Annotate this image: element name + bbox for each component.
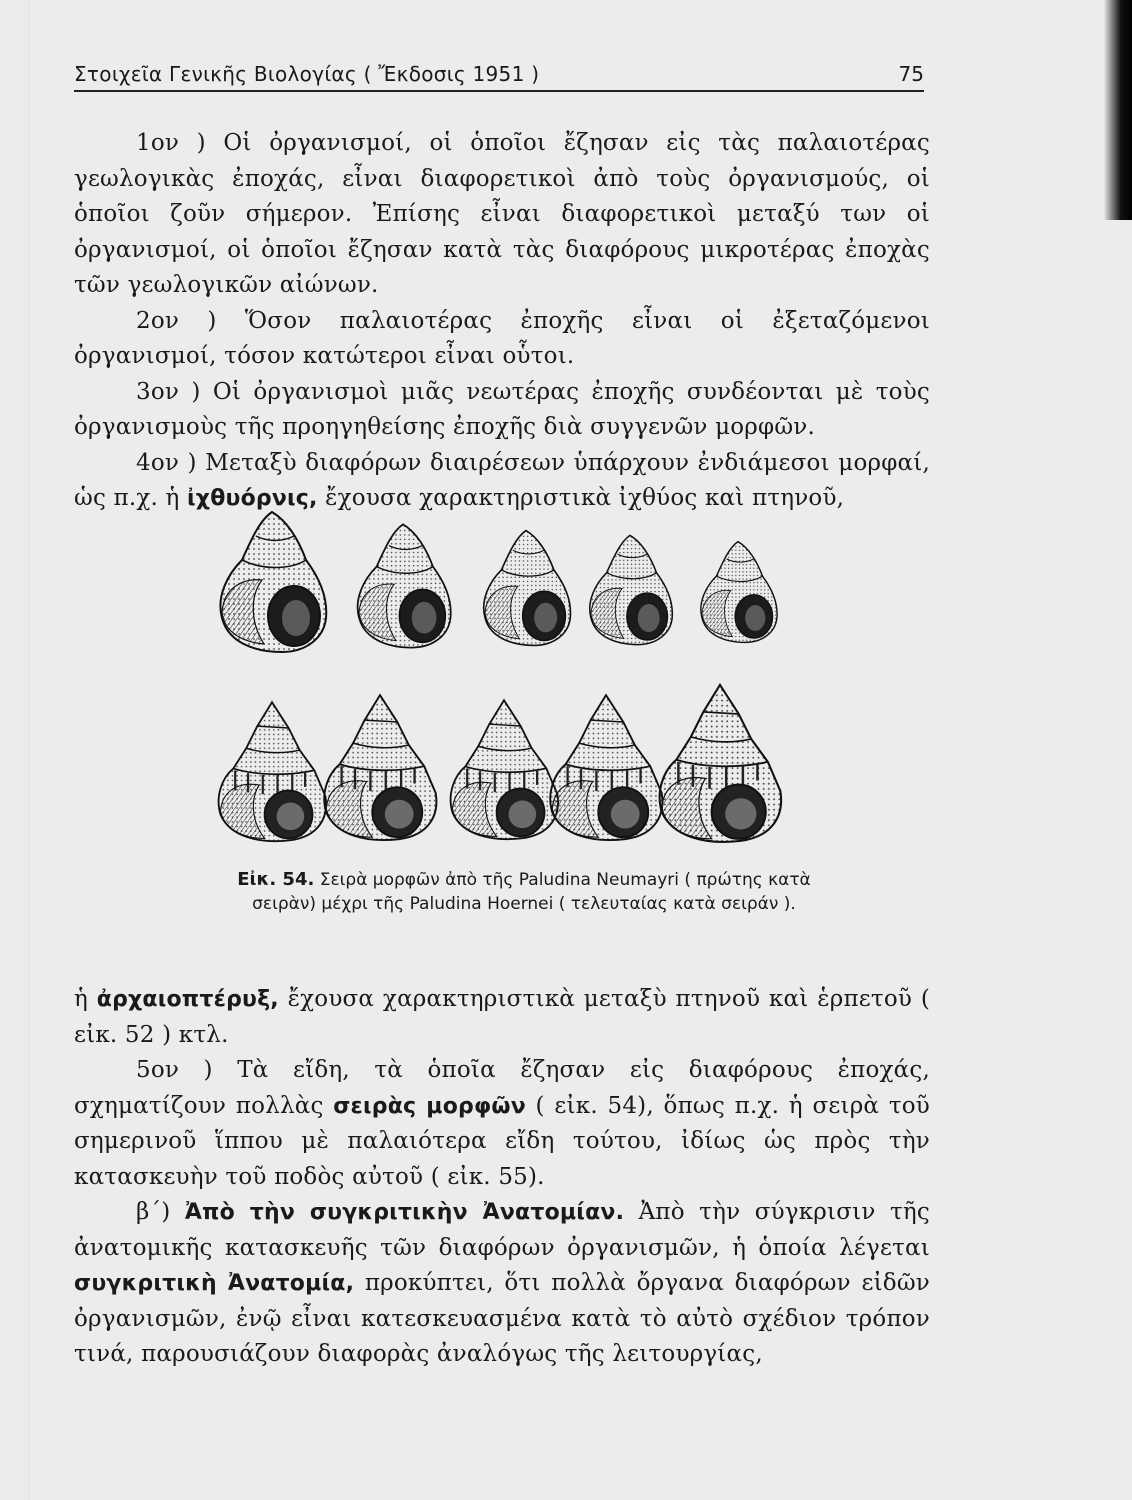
running-title: Στοιχεῖα Γενικῆς Βιολογίας ( Ἔκδοσις 1951 ): [74, 62, 540, 86]
paragraph-3: 3ον ) Οἱ ὀργανισμοὶ μιᾶς νεωτέρας ἐποχῆς συνδέονται μὲ τοὺς ὀργανισμοὺς τῆς προηγηθείσης ἐποχῆς διὰ συγγενῶν μορφῶν.: [74, 378, 930, 440]
shell-smooth-2: [358, 524, 451, 647]
paragraph-1: 1ον ) Οἱ ὀργανισμοί, οἱ ὁποῖοι ἔζησαν εἰς τὰς παλαιοτέρας γεωλογικὰς ἐποχάς, εἶναι διαφορετικοὶ ἀπὸ τοὺς ὀργανισμούς, οἱ ὁποῖοι ζοῦν σήμερον. Ἐπίσης εἶναι διαφορετικοὶ μεταξύ των οἱ ὀργανισμοί, οἱ ὁποῖοι ἔζησαν κατὰ τὰς διαφόρους μικροτέρας ἐποχὰς τῶν γεωλογικῶν αἰώνων.: [74, 130, 930, 298]
figure-caption: [214, 868, 834, 916]
shell-ribbed-1: [219, 702, 326, 841]
term-comparative-anatomy: συγκριτικὴ Ἀνατομία,: [74, 1271, 355, 1296]
paragraph-6-text: 5ον ) Τὰ εἴδη, τὰ ὁποῖα ἔζησαν εἰς διαφόρους ἐποχάς, σχηματίζουν πολλὰς: [74, 1057, 930, 1119]
shell-smooth-1: [220, 512, 326, 652]
shell-ribbed-2: [324, 695, 436, 840]
shell-ribbed-4: [550, 695, 662, 840]
term-series-of-forms: σειρὰς μορφῶν: [333, 1093, 526, 1119]
paragraph-7-rest: προκύπτει, ὅτι πολλὰ ὄργανα διαφόρων εἰδῶν ὀργανισμῶν, ἐνῷ εἶναι κατεσκευασμένα κατὰ τὸ αὐτὸ σχέδιον τρόπον τινά, παρουσιάζουν διαφορὰς ἀναλόγως τῆς λειτουργίας,: [74, 1270, 930, 1367]
shell-ribbed-5: [660, 685, 781, 842]
body-text-top: [74, 126, 930, 517]
scan-edge-shadow: [1104, 0, 1132, 220]
body-text-bottom: [74, 982, 930, 1373]
figure-label: Εἰκ. 54.: [237, 869, 315, 890]
page-header: [74, 56, 924, 92]
paragraph-6: [74, 1053, 930, 1195]
paragraph-5: [74, 982, 930, 1053]
paragraph-7-text: Ἀπὸ τὴν σύγκρισιν τῆς ἀνατομικῆς κατασκευῆς τῶν διαφόρων ὀργανισμῶν, ἡ ὁποία λέγεται: [74, 1199, 930, 1261]
paragraph-6-rest: ( εἰκ. 54), ὅπως π.χ. ἡ σειρὰ τοῦ σημερινοῦ ἵππου μὲ παλαιότερα εἴδη τούτου, ἰδίως ὡς πρὸς τὴν κατασκευὴν τοῦ ποδὸς αὐτοῦ ( εἰκ. 55).: [74, 1092, 930, 1190]
figure-caption-text: Σειρὰ μορφῶν ἀπὸ τῆς Paludina Neumayri ( πρώτης κατὰ σειρὰν) μέχρι τῆς Paludina Hoernei ( τελευταίας κατὰ σειράν ).: [252, 870, 811, 914]
paragraph-5-text: ἡ: [74, 986, 97, 1012]
shell-smooth-5: [701, 542, 777, 643]
page-gutter: [28, 0, 31, 1500]
paragraph-4-rest: ἔχουσα χαρακτηριστικὰ ἰχθύος καὶ πτηνοῦ,: [317, 485, 845, 511]
paragraph-2: 2ον ) Ὅσον παλαιοτέρας ἐποχῆς εἶναι οἱ ἐξεταζόμενοι ὀργανισμοί, τόσον κατώτεροι εἶναι οὗτοι.: [74, 307, 930, 369]
term-ichthyornis: ἰχθυόρνις,: [187, 486, 318, 511]
section-heading-comparative-anatomy: Ἀπὸ τὴν συγκριτικὴν Ἀνατομίαν.: [184, 1200, 625, 1225]
term-archaeopteryx: ἀρχαιοπτέρυξ,: [96, 987, 279, 1012]
paragraph-7: [74, 1195, 930, 1373]
shell-series-figure: [210, 504, 950, 864]
paragraph-7-prefix: β΄): [136, 1199, 185, 1225]
shell-smooth-4: [590, 535, 673, 644]
paragraph-5-rest: ἔχουσα χαρακτηριστικὰ μεταξὺ πτηνοῦ καὶ ἑρπετοῦ ( εἰκ. 52 ) κτλ.: [74, 986, 930, 1048]
page-number: 75: [898, 62, 924, 86]
shell-smooth-3: [484, 531, 571, 646]
paragraph-4-text: 4ον ) Μεταξὺ διαφόρων διαιρέσεων ὑπάρχουν ἐνδιάμεσοι μορφαί, ὡς π.χ. ἡ: [74, 449, 930, 511]
shell-ribbed-3: [451, 700, 558, 839]
